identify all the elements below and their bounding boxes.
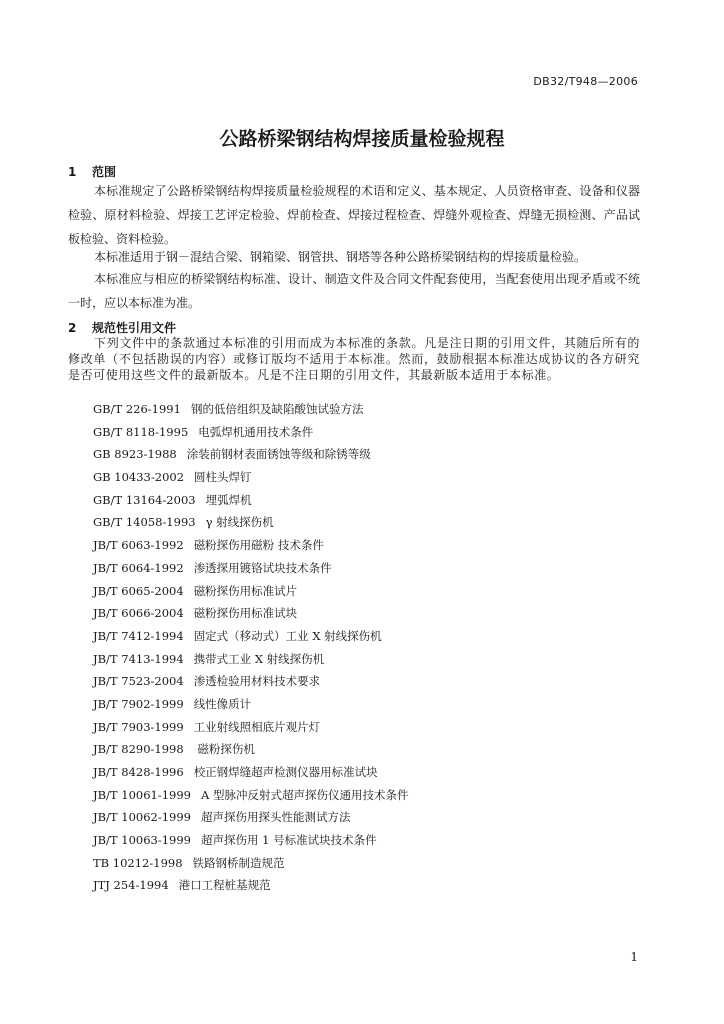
reference-item: [93, 761, 408, 784]
reference-item: [93, 421, 408, 444]
section-2-intro: 下列文件中的条款通过本标准的引用而成为本标准的条款。凡是注日期的引用文件，其随后所有的修改单（不包括勘误的内容）或修订版均不适用于本标准。然而，鼓励根据本标准达成协议的各方研究是否可使用这些文件的最新版本。凡是不注日期的引用文件，其最新版本适用于本标准。: [68, 336, 640, 382]
reference-title: 携带式工业 X 射线探伤机: [193, 651, 325, 666]
reference-code: JB/T 10061-1999: [93, 787, 191, 802]
reference-title: 工业射线照相底片观片灯: [193, 719, 321, 734]
reference-code: JB/T 7412-1994: [93, 628, 184, 643]
reference-title: 磁粉探伤机: [193, 742, 255, 757]
reference-code: JB/T 7413-1994: [93, 651, 184, 666]
reference-title: 铁路钢桥制造规范: [192, 855, 285, 870]
reference-item: [93, 693, 408, 716]
reference-code: JB/T 10062-1999: [93, 810, 191, 825]
reference-title: 超声探伤用探头性能测试方法: [201, 810, 351, 825]
reference-item: [93, 784, 408, 807]
reference-item: [93, 829, 408, 852]
reference-title: 电弧焊机通用技术条件: [198, 424, 314, 439]
page-number: 1: [630, 950, 638, 964]
reference-item: [93, 806, 408, 829]
reference-code: JB/T 6065-2004: [93, 583, 184, 598]
reference-list: [93, 398, 408, 897]
reference-item: [93, 534, 408, 557]
reference-item: [93, 648, 408, 671]
reference-item: [93, 489, 408, 512]
section-2-heading: [68, 319, 176, 336]
section-1-title: 范围: [92, 165, 117, 179]
reference-code: JB/T 6063-1992: [93, 538, 184, 553]
section-1-paragraph-3: 本标准应与相应的桥梁钢结构标准、设计、制造文件及合同文件配套使用，当配套使用出现矛盾或不统一时，应以本标准为准。: [68, 272, 640, 310]
reference-code: JB/T 8290-1998: [93, 742, 184, 757]
reference-item: [93, 466, 408, 489]
reference-item: [93, 557, 408, 580]
reference-item: [93, 670, 408, 693]
reference-code: JB/T 10063-1999: [93, 833, 191, 848]
reference-title: 渗透探用镀铬试块技术条件: [193, 560, 332, 575]
section-1-paragraph-1: 本标准规定了公路桥梁钢结构焊接质量检验规程的术语和定义、基本规定、人员资格审查、设备和仪器检验、原材料检验、焊接工艺评定检验、焊前检查、焊接过程检查、焊缝外观检查、焊缝无损检测、产品试板检验、资料检验。: [68, 184, 640, 246]
reference-title: 超声探伤用 1 号标准试块技术条件: [201, 833, 377, 848]
reference-title: A 型脉冲反射式超声探伤仪通用技术条件: [201, 787, 409, 802]
reference-code: JB/T 7523-2004: [93, 674, 184, 689]
reference-code: TB 10212-1998: [93, 855, 183, 870]
reference-code: JB/T 7903-1999: [93, 719, 184, 734]
reference-item: [93, 602, 408, 625]
reference-title: 校正钢焊缝超声检测仪器用标准试块: [193, 765, 378, 779]
reference-title: 磁粉探伤用磁粉 技术条件: [193, 538, 324, 553]
reference-title: 圆柱头焊钉: [194, 470, 252, 485]
reference-item: [93, 852, 408, 875]
section-1-heading: [68, 163, 116, 180]
section-2-number: 2: [68, 321, 77, 335]
reference-code: JB/T 7902-1999: [93, 696, 184, 711]
reference-code: GB/T 8118-1995: [93, 424, 189, 439]
reference-code: JB/T 8428-1996: [93, 765, 184, 779]
reference-code: JTJ 254-1994: [93, 878, 169, 893]
reference-title: 线性像质计: [193, 696, 252, 711]
reference-code: GB 8923-1988: [93, 447, 177, 462]
reference-code: GB/T 14058-1993: [93, 515, 196, 530]
reference-code: GB/T 13164-2003: [93, 492, 196, 507]
reference-title: γ 射线探伤机: [205, 515, 274, 530]
reference-title: 钢的低倍组织及缺陷酸蚀试验方法: [190, 402, 364, 416]
reference-title: 磁粉探伤用标准试块: [193, 606, 298, 621]
reference-item: [93, 398, 408, 421]
section-1-paragraph-2: 本标准适用于钢－混结合梁、钢箱梁、钢管拱、钢塔等各种公路桥梁钢结构的焊接质量检验。: [94, 250, 587, 264]
reference-code: JB/T 6066-2004: [93, 606, 184, 621]
reference-title: 埋弧焊机: [205, 492, 252, 507]
section-2-title: 规范性引用文件: [92, 321, 177, 335]
reference-item: [93, 580, 408, 603]
reference-item: [93, 511, 408, 534]
reference-item: [93, 738, 408, 761]
reference-item: [93, 625, 408, 648]
reference-title: 港口工程桩基规范: [178, 878, 271, 893]
reference-item: [93, 716, 408, 739]
reference-code: JB/T 6064-1992: [93, 560, 184, 575]
reference-title: 涂装前钢材表面锈蚀等级和除锈等级: [186, 447, 371, 462]
reference-item: [93, 443, 408, 466]
standard-code: DB32/T948—2006: [533, 75, 638, 88]
document-title: 公路桥梁钢结构焊接质量检验规程: [219, 128, 505, 150]
reference-title: 固定式（移动式）工业 X 射线探伤机: [193, 628, 382, 643]
reference-code: GB 10433-2002: [93, 470, 185, 485]
reference-title: 渗透检验用材料技术要求: [193, 674, 321, 689]
reference-item: [93, 874, 408, 897]
reference-title: 磁粉探伤用标准试片: [193, 583, 298, 598]
section-1-number: 1: [68, 165, 77, 179]
reference-code: GB/T 226-1991: [93, 402, 181, 416]
